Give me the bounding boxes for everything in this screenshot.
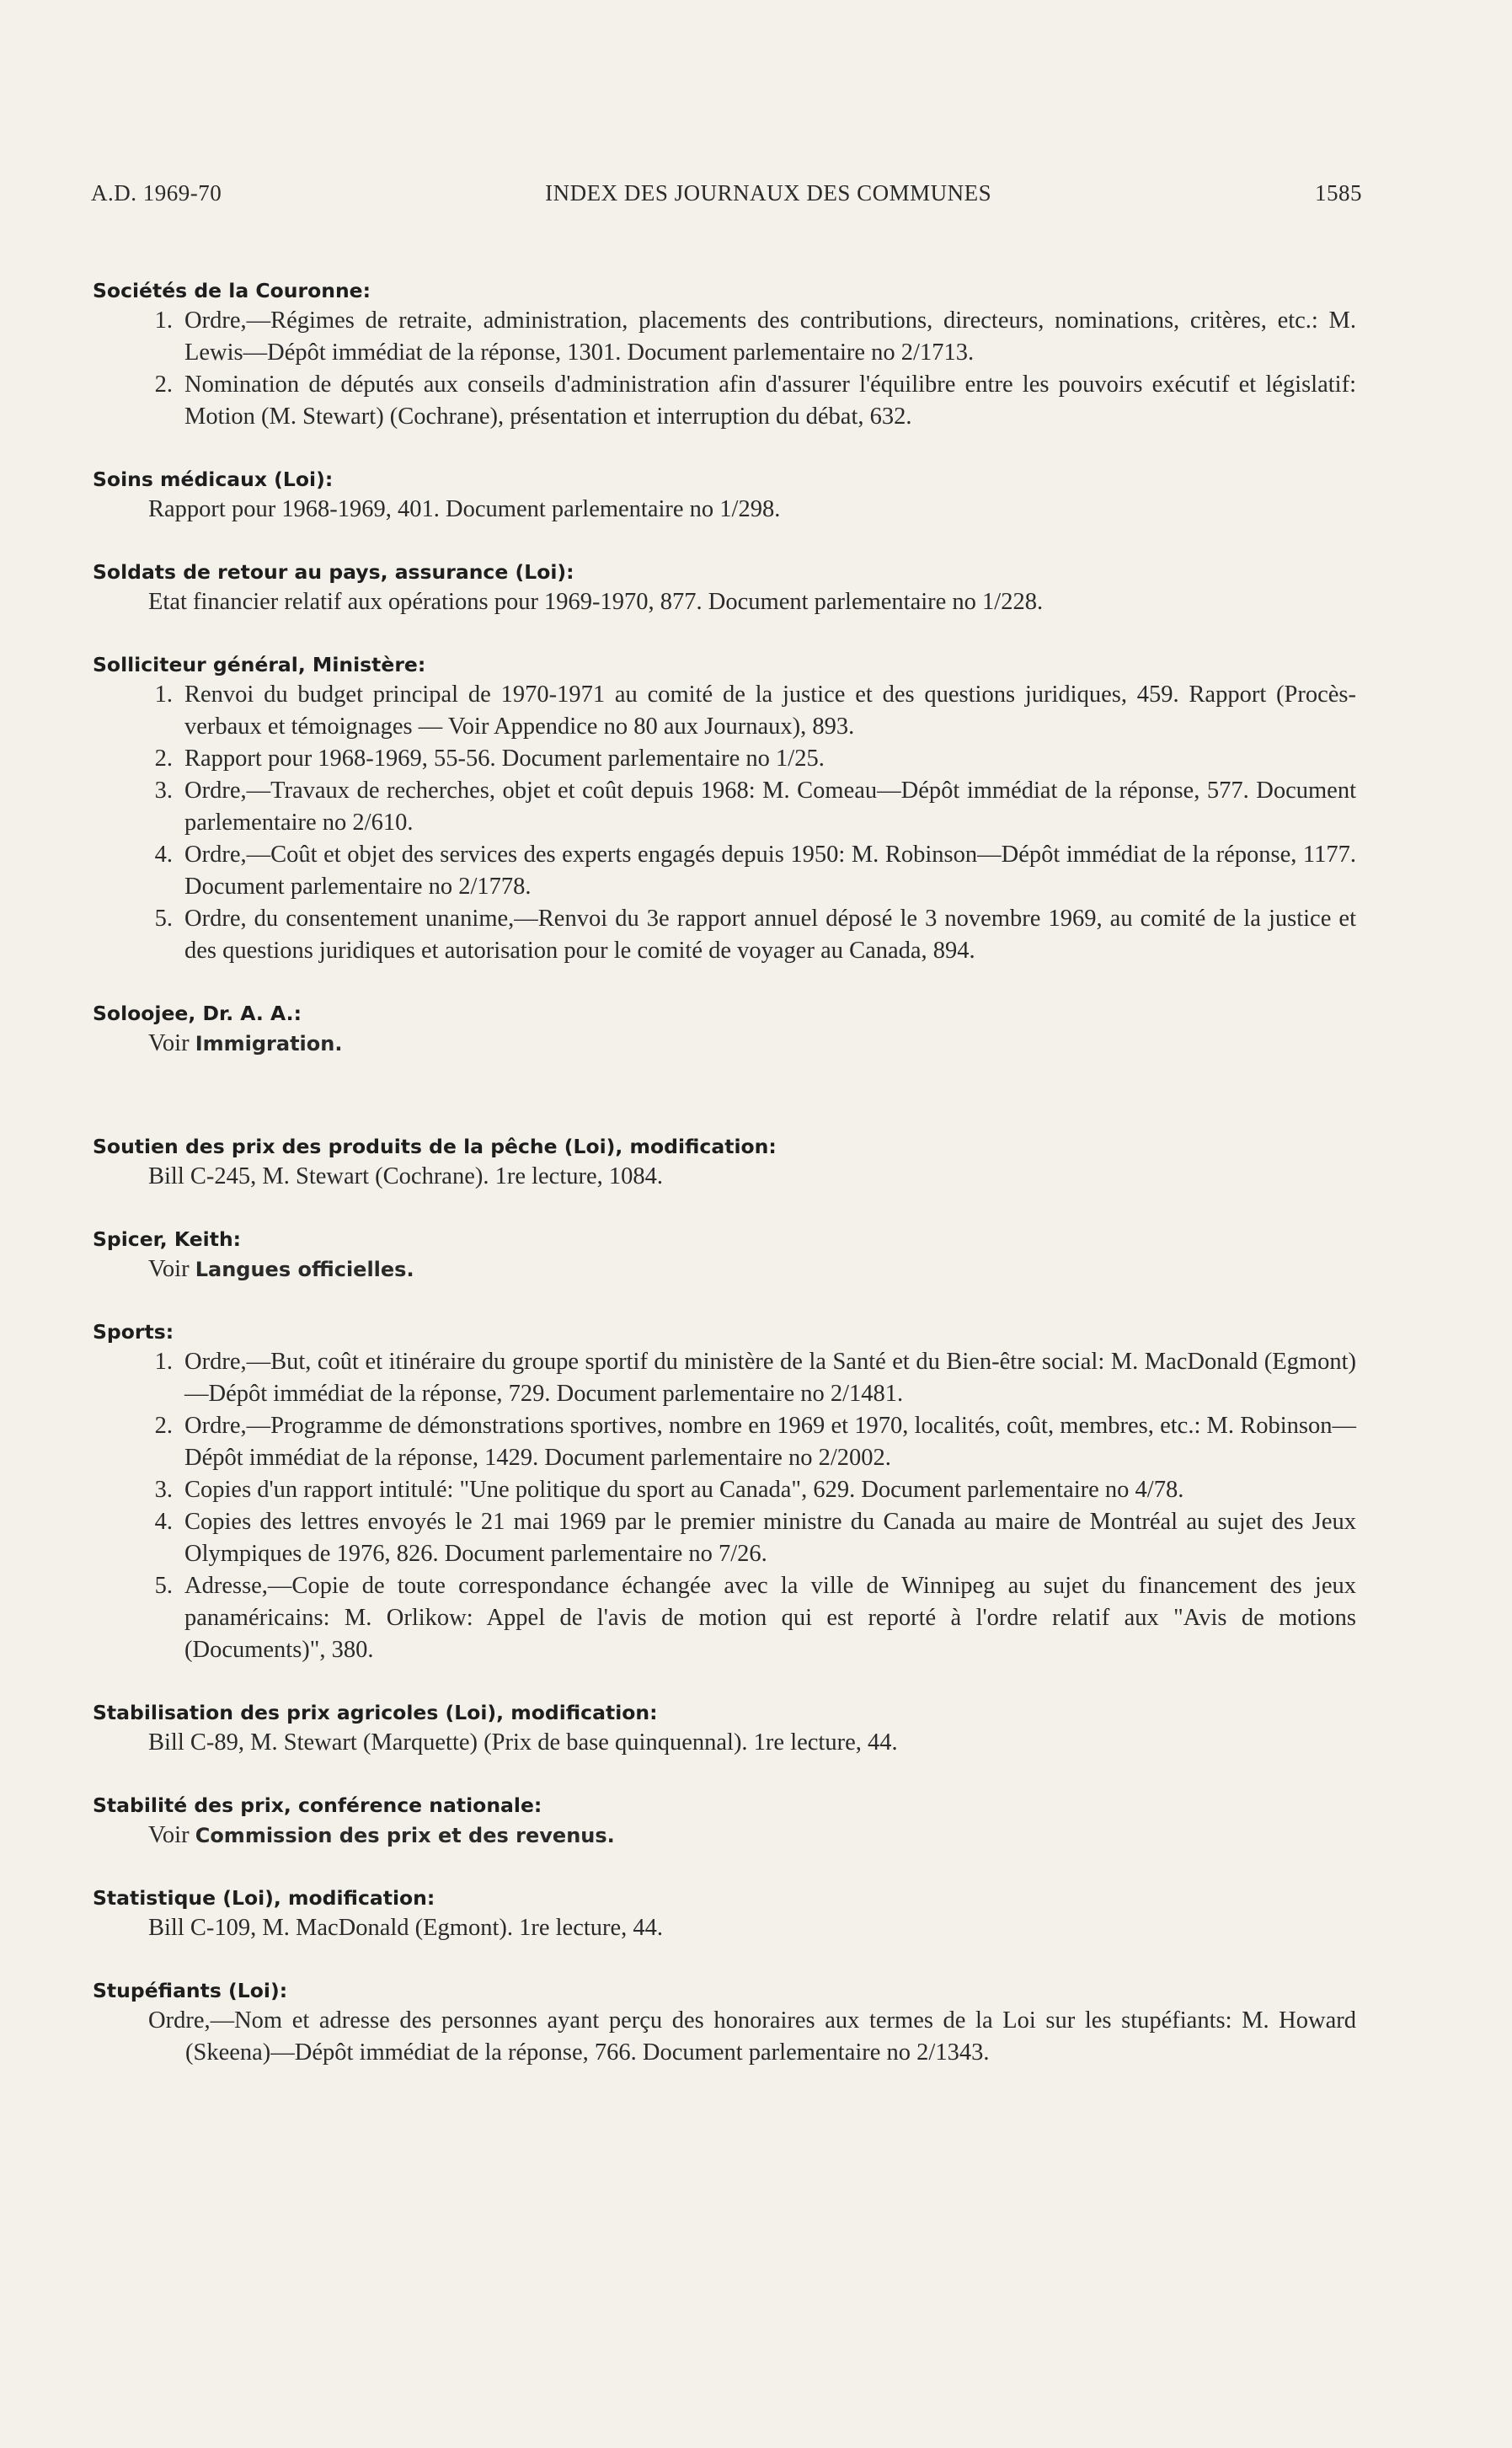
item-number: 1. [154,1349,173,1375]
header-page-number: 1585 [1315,180,1362,206]
entry-item-list [93,679,1356,967]
item-number: 4. [154,842,173,868]
item-text: Ordre,—Programme de démonstrations sportives, nombre en 1969 et 1970, localités, coût, membres, etc.: M. Robinson—Dépôt immédiat de la réponse, 1429. Document parlementaire no 2/2002. [184,1413,1356,1471]
entry-text: Etat financier relatif aux opérations pour 1969-1970, 877. Document parlementaire no 1/228. [148,589,1044,615]
see-target: Immigration. [195,1032,343,1056]
index-entry [93,999,1356,1060]
item-number: 1. [154,307,173,334]
item-number: 1. [154,681,173,708]
item-text: Rapport pour 1968-1969, 55-56. Document parlementaire no 1/25. [184,746,825,772]
header-year: A.D. 1969-70 [91,180,222,206]
entry-heading: Sports: [93,1320,174,1344]
entry-item [93,1410,1356,1474]
see-target: Commission des prix et des revenus. [195,1824,615,1847]
see-prefix: Voir [148,1030,190,1056]
entry-heading: Stabilisation des prix agricoles (Loi), modification: [93,1701,658,1724]
entry-item [93,903,1356,967]
item-number: 3. [154,778,173,804]
entry-heading: Stupéfiants (Loi): [93,1979,288,2002]
entry-heading: Soldats de retour au pays, assurance (Loi): [93,560,574,584]
item-number: 2. [154,1413,173,1439]
entry-item [93,1570,1356,1666]
entry-item [93,839,1356,903]
entry-text: Bill C-89, M. Stewart (Marquette) (Prix de base quinquennal). 1re lecture, 44. [148,1729,898,1756]
item-text: Ordre,—Coût et objet des services des experts engagés depuis 1950: M. Robinson—Dépôt immédiat de la réponse, 1177. Document parlementaire no 2/1778. [184,842,1356,900]
entry-text: Bill C-245, M. Stewart (Cochrane). 1re lecture, 1084. [148,1163,664,1189]
see-target: Langues officielles. [195,1258,414,1281]
index-content [93,276,1356,2101]
entry-item [93,679,1356,743]
entry-heading: Soins médicaux (Loi): [93,468,334,491]
entry-item [93,743,1356,775]
entry-heading: Soloojee, Dr. A. A.: [93,1002,302,1025]
index-entry [93,650,1356,967]
item-number: 3. [154,1477,173,1503]
entry-text: Bill C-109, M. MacDonald (Egmont). 1re lecture, 44. [148,1915,664,1941]
index-entry [93,1791,1356,1852]
item-text: Ordre,—Régimes de retraite, administration, placements des contributions, directeurs, nominations, critères, etc.: M. Lewis—Dépôt immédiat de la réponse, 1301. Document parlementaire no 2/1713. [184,307,1356,366]
see-prefix: Voir [148,1822,190,1848]
entry-heading: Solliciteur général, Ministère: [93,653,426,676]
index-entry [93,1884,1356,1944]
entry-item [93,1474,1356,1506]
entry-heading: Sociétés de la Couronne: [93,279,371,302]
see-reference [93,1253,1356,1285]
index-entry [93,465,1356,526]
entry-item [93,775,1356,839]
item-number: 4. [154,1509,173,1535]
index-entry [93,1976,1356,2069]
index-entry [93,558,1356,618]
index-entry [93,276,1356,433]
see-prefix: Voir [148,1256,190,1282]
index-entry [93,1698,1356,1759]
item-text: Ordre,—But, coût et itinéraire du groupe sportif du ministère de la Santé et du Bien-être social: M. MacDonald (Egmont)—Dépôt immédiat de la réponse, 729. Document parlementaire no 2/1481. [184,1349,1356,1407]
item-text: Nomination de députés aux conseils d'administration afin d'assurer l'équilibre entre les pouvoirs exécutif et législatif: Motion (M. Stewart) (Cochrane), présentation et interruption du débat, 632. [184,371,1356,430]
item-text: Ordre,—Travaux de recherches, objet et coût depuis 1968: M. Comeau—Dépôt immédiat de la réponse, 577. Document parlementaire no 2/610. [184,778,1356,836]
entry-item [93,1506,1356,1570]
see-reference [93,1820,1356,1852]
index-entry [93,1225,1356,1285]
item-text: Copies des lettres envoyés le 21 mai 1969 par le premier ministre du Canada au maire de Montréal au sujet des Jeux Olympiques de 1976, 826. Document parlementaire no 7/26. [184,1509,1356,1567]
entry-heading: Spicer, Keith: [93,1227,242,1251]
item-number: 5. [154,906,173,932]
header-title: INDEX DES JOURNAUX DES COMMUNES [545,180,992,206]
entry-heading: Statistique (Loi), modification: [93,1886,435,1910]
entry-item [93,305,1356,369]
item-number: 5. [154,1573,173,1599]
item-number: 2. [154,746,173,772]
index-entry [93,1318,1356,1666]
entry-heading: Stabilité des prix, conférence nationale: [93,1793,542,1817]
item-number: 2. [154,371,173,398]
entry-text: Rapport pour 1968-1969, 401. Document parlementaire no 1/298. [148,496,781,522]
index-entry [93,1132,1356,1193]
entry-item-list [93,305,1356,433]
item-text: Copies d'un rapport intitulé: "Une politique du sport au Canada", 629. Document parlementaire no 4/78. [184,1477,1184,1503]
item-text: Renvoi du budget principal de 1970-1971 au comité de la justice et des questions juridiques, 459. Rapport (Procès-verbaux et témoignages — Voir Appendice no 80 aux Journaux), 893. [184,681,1356,740]
entry-item [93,1346,1356,1410]
entry-item [93,369,1356,433]
entry-text: Ordre,—Nom et adresse des personnes ayant perçu des honoraires aux termes de la Loi sur les stupéfiants: M. Howard (Skeena)—Dépôt immédiat de la réponse, 766. Document parlementaire no 2/1343. [148,2007,1356,2066]
item-text: Ordre, du consentement unanime,—Renvoi du 3e rapport annuel déposé le 3 novembre 1969, au comité de la justice et des questions juridiques et autorisation pour le comité de voyager au Canada, 894. [184,906,1356,964]
entry-heading: Soutien des prix des produits de la pêche (Loi), modification: [93,1135,777,1158]
entry-item-list [93,1346,1356,1666]
item-text: Adresse,—Copie de toute correspondance échangée avec la ville de Winnipeg au sujet du financement des jeux panaméricains: M. Orlikow: Appel de l'avis de motion qui est reporté à l'ordre relatif aux "Avis de motions (Documents)", 380. [184,1573,1356,1663]
running-header [91,180,1362,206]
see-reference [93,1028,1356,1060]
